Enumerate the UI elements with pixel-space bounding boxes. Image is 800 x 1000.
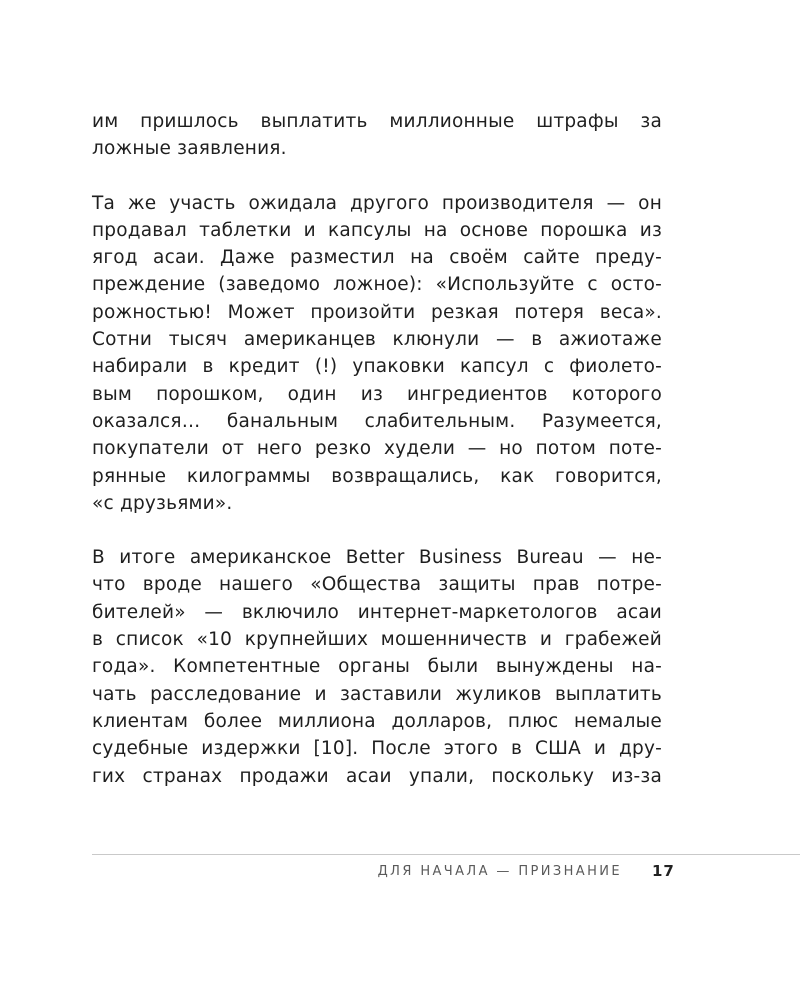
text-line: «с друзьями». xyxy=(92,492,233,514)
text-line: преждение (заведомо ложное): «Используйте с осто- xyxy=(92,274,662,296)
text-line: что вроде нашего «Общества защиты прав потре- xyxy=(92,574,662,596)
text-line: оказался… банальным слабительным. Разумеется, xyxy=(92,410,662,432)
text-line: ложные заявления. xyxy=(92,138,287,160)
text-line: покупатели от него резко худели — но потом поте- xyxy=(92,438,662,460)
text-line: Сотни тысяч американцев клюнули — в ажиотаже xyxy=(92,329,662,351)
text-line: В итоге американское Better Business Bureau — не- xyxy=(92,547,662,569)
text-line: гих странах продажи асаи упали, поскольку из-за xyxy=(92,765,662,787)
text-line: в список «10 крупнейших мошенничеств и грабежей xyxy=(92,629,662,651)
running-head: ДЛЯ НАЧАЛА — ПРИЗНАНИЕ xyxy=(377,864,622,879)
text-line: им пришлось выплатить миллионные штрафы за xyxy=(92,111,662,132)
text-line: года». Компетентные органы были вынуждены на- xyxy=(92,656,662,678)
paragraph-2 xyxy=(92,190,662,518)
text-line: чать расследование и заставили жуликов выплатить xyxy=(92,683,662,705)
text-line: бителей» — включило интернет-маркетологов асаи xyxy=(92,601,662,623)
text-line: продавал таблетки и капсулы на основе порошка из xyxy=(92,219,662,241)
text-line: рянные килограммы возвращались, как говорится, xyxy=(92,465,662,487)
paragraph-3 xyxy=(92,544,662,790)
page-number: 17 xyxy=(652,862,675,880)
text-line: вым порошком, один из ингредиентов которого xyxy=(92,383,662,405)
text-line: судебные издержки [10]. После этого в США и дру- xyxy=(92,738,662,760)
footer-divider xyxy=(92,854,800,855)
text-line: клиентам более миллиона долларов, плюс немалые xyxy=(92,710,662,732)
text-line: Та же участь ожидала другого производителя — он xyxy=(92,192,662,214)
text-line: рожностью! Может произойти резкая потеря веса». xyxy=(92,301,662,323)
text-line: ягод асаи. Даже разместил на своём сайте преду- xyxy=(92,247,662,269)
paragraph-1 xyxy=(92,108,662,163)
body-text xyxy=(92,108,662,817)
text-line: набирали в кредит (!) упаковки капсул с фиолето- xyxy=(92,356,662,378)
